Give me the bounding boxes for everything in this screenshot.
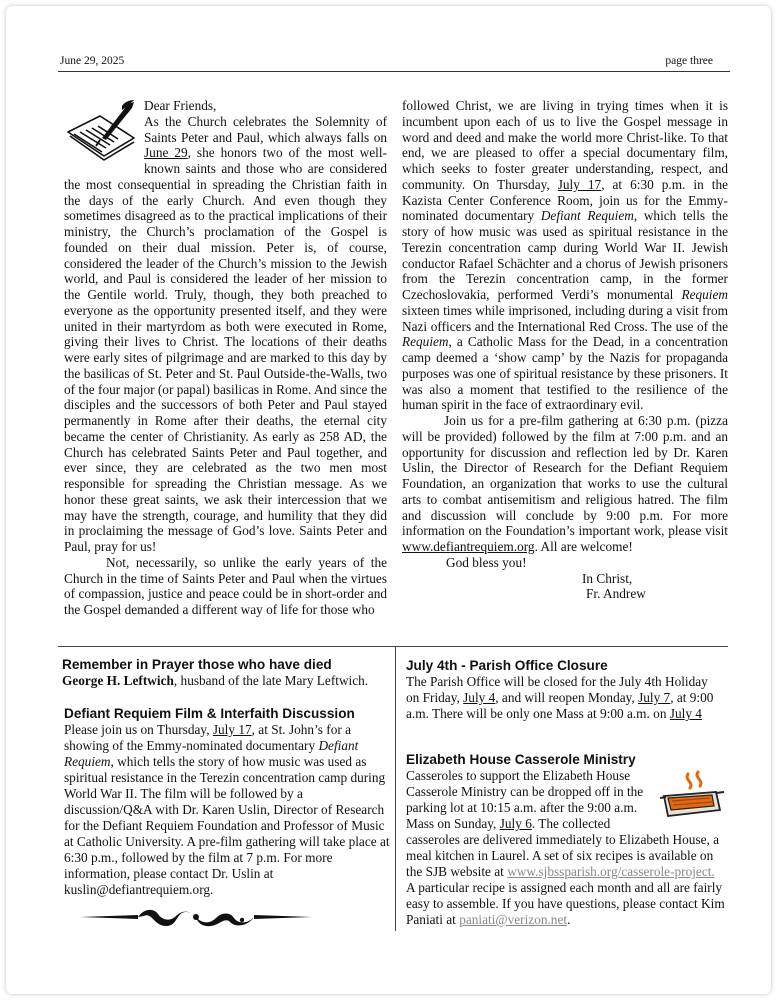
letter-text: . All are welcome! (534, 539, 633, 554)
defiant-requiem-link[interactable]: www.defiantrequiem.org (402, 539, 535, 554)
casserole-text: . (567, 912, 571, 927)
closure-heading: July 4th - Parish Office Closure (406, 658, 608, 673)
letter-paragraph-2-start (64, 555, 387, 618)
closure-text: , and will reopen Monday, (495, 690, 639, 705)
contact-email-link[interactable]: paniati@verizon.net (459, 912, 568, 927)
quill-pen-icon (64, 98, 140, 168)
letter-text: , a Catholic Mass for the Dead, in a concentration camp deemed a ‘show camp’ by the Nazis for propaganda purposes was one of spiritual resistance by these prisoners. It was also a moment that testified to the resilience of the human spirit in the face of extraordinary evil. (402, 334, 728, 413)
header-date: June 29, 2025 (60, 55, 125, 67)
letter-text: , which tells the story of how music was used as spiritual resistance in the Terezin concentration camp during World War II. Jewish conductor Rafael Schächter and a chorus of Jewish prisoners from the Terezin concentration camp, in the former Czechoslovakia, performed Verdi’s monumental (402, 208, 728, 302)
scroll-ornament (78, 904, 314, 930)
casserole-recipes-link[interactable]: www.sjbssparish.org/casserole-project. (507, 864, 715, 879)
film-section (64, 705, 390, 898)
casserole-text: . The collected casseroles are delivered immediately to Elizabeth House, a meal kitchen in Laurel. A set of six recipes is available on the SJB website at (406, 816, 720, 879)
deceased-name: George H. Leftwich (62, 673, 174, 688)
closure-date: July 7 (638, 690, 671, 705)
film-text: , which tells the story of how music was used as spiritual resistance in the Terezin concentration camp during World War II. The film will be followed by a discussion/Q&A with Dr. Karen Uslin, Director of Research for the Defiant Requiem Foundation and Professor of Music at Catholic University. A pre-film gathering will take place at 6:30 p.m., followed by the film at 7 p.m. For more information, please contact Dr. Uslin at kuslin@defiantrequiem.org. (64, 754, 390, 897)
casserole-section (406, 751, 726, 928)
letter-text: As the Church celebrates the Solemnity of Saints Peter and Paul, which always falls on (144, 113, 387, 145)
prayer-section (62, 656, 392, 689)
closure-section (406, 657, 724, 722)
header-page-number: page three (665, 55, 713, 67)
film-title: Defiant Requiem (540, 208, 634, 224)
column-divider (395, 647, 396, 931)
letter-text: sixteen times while imprisoned, including during a visit from Nazi officers and the International Red Cross. The use of the (402, 302, 728, 334)
letter-date-july17: July 17 (557, 176, 602, 192)
letter-paragraph-3 (402, 413, 728, 555)
letter-column-right (402, 98, 728, 602)
film-name: Defiant Requiem (64, 738, 359, 769)
casserole-text: Casseroles to support the Elizabeth House Casserole Ministry can be dropped off in the parking lot at 10:15 a.m. after the 9:00 a.m. Mass on Sunday, (406, 768, 644, 831)
film-text: Please join us on Thursday, (64, 722, 213, 737)
deceased-detail: , husband of the late Mary Leftwich. (173, 673, 369, 688)
casserole-dish-icon (658, 770, 726, 822)
letter-closing: In Christ, (582, 570, 633, 586)
letter-text: followed Christ, we are living in trying times when it is incumbent upon each of us to live the Gospel message in word and deed and make the world more Christ-like. To that end, we are pleased to offer a special documentary film, which seeks to foster greater understanding, respect, and community. On Thursday, (402, 98, 728, 192)
letter-text: Join us for a pre-film gathering at 6:30 p.m. (pizza will be provided) followed by the film at 7:00 p.m. and an opportunity for discussion and reflection led by Dr. Karen Uslin, the Director of Research for the Defiant Requiem Foundation, an organization that works to use the cultural arts to combat antisemitism and religious hatred. The film and discussion will conclude by 9:00 p.m. For more information on the Foundation’s important work, please visit (402, 413, 728, 539)
prayer-heading: Remember in Prayer those who have died (62, 657, 332, 672)
requiem-title: Requiem (402, 334, 449, 350)
closure-date: July 4 (669, 706, 702, 721)
film-text: , at St. John’s for a showing of the Emmy-nominated documentary (64, 722, 351, 753)
header-rule (58, 71, 730, 72)
letter-date-june29: June 29 (144, 145, 188, 161)
letter-signature: Fr. Andrew (586, 586, 646, 602)
letter-blessing: God bless you! (446, 554, 527, 570)
letter-text: , at 6:30 p.m. in the Kazista Center Conference Room, join us for the Emmy-nominated documentary (402, 176, 728, 224)
closure-text: The Parish Office will be closed for the July 4th Holiday on Friday, (406, 674, 708, 705)
section-divider (58, 646, 728, 647)
letter-paragraph-1 (64, 114, 387, 555)
letter-column-left (64, 98, 387, 618)
casserole-heading: Elizabeth House Casserole Ministry (406, 752, 636, 767)
letter-text: Not, necessarily, so unlike the early years of the Church in the time of Saints Peter and Paul when the virtues of compassion, justice and peace could be in short-order and the Gospel demanded a different way of life for those who (64, 554, 387, 617)
closure-date: July 4 (463, 690, 496, 705)
casserole-text: A particular recipe is assigned each month and all are fairly easy to assemble. If you have questions, please contact Kim Paniati at (406, 880, 725, 927)
film-date: July 17 (212, 722, 252, 737)
letter-paragraph-2-continued (402, 98, 728, 413)
newsletter-page (6, 6, 771, 994)
casserole-date: July 6 (499, 816, 532, 831)
closure-text: , at 9:00 a.m. There will be only one Mass at 9:00 a.m. on (406, 690, 714, 721)
letter-salutation: Dear Friends, (144, 98, 217, 113)
requiem-title: Requiem (681, 287, 728, 302)
letter-text: , she honors two of the most well-known saints and those who are considered the most consequential in spreading the Christian faith in the days of the early Church. And even though they sometimes disagreed as to the practical implications of their ministry, the Church’s proclamation of the Gospel is founded on their dual mission. Peter is, of course, considered the leader of the Church’s mission to the Jewish world, and Paul is considered the leader of her mission to the Gentile world. Truly, though, they both preached to everyone as the opportunity presented itself, and they were united in their martyrdom as both were executed in Rome, giving their lives to Christ. The locations of their deaths were early sites of pilgrimage and are marked to this day by the basilicas of St. Peter and St. Paul Outside-the-Walls, two of the four major (or papal) basilicas in Rome. And since the disciples and the successors of both Peter and Paul stayed permanently in Rome after their deaths, the eternal city became the center of Christianity. As early as 258 AD, the Church has celebrated Saints Peter and Paul together, and ever since, they are celebrated as the two men most responsible for spreading the Christian message. As we honor these great saints, we ask their intercession that we may have the strength, courage, and humility that they did in proclaiming the message of God’s love. Saints Peter and Paul, pray for us! (64, 145, 387, 554)
film-heading: Defiant Requiem Film & Interfaith Discussion (64, 706, 355, 721)
